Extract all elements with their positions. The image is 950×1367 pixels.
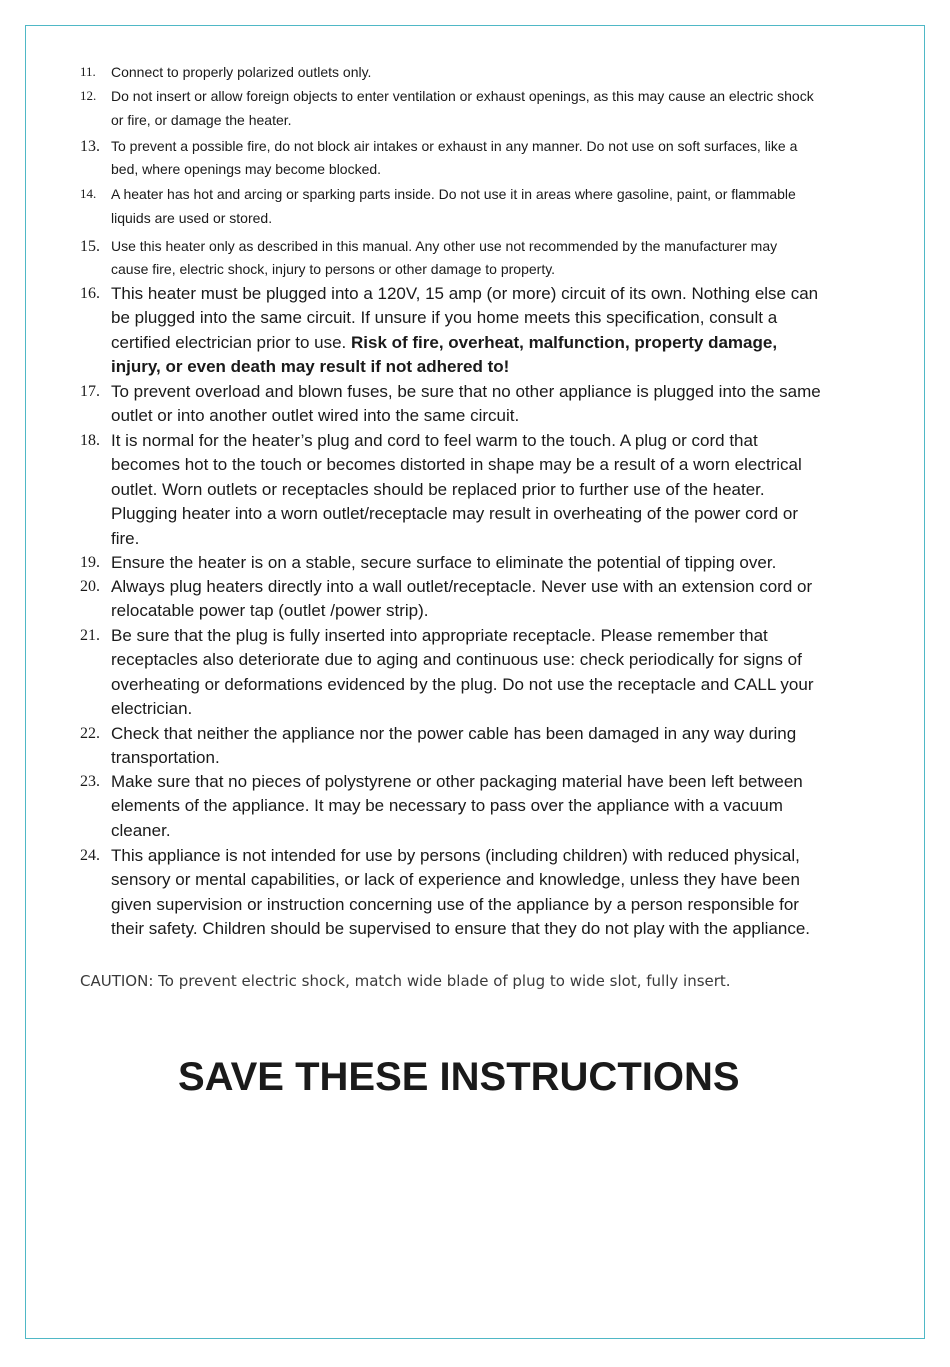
- item-number: 23.: [80, 773, 100, 790]
- item-line: Be sure that the plug is fully inserted into appropriate receptacle. Please remember that: [111, 626, 768, 645]
- save-instructions-heading: SAVE THESE INSTRUCTIONS: [178, 1055, 740, 1099]
- item-number: 16.: [80, 285, 100, 302]
- item-text: [111, 575, 812, 624]
- warning-bold-text: Risk of fire, overheat, malfunction, property damage,: [351, 332, 778, 352]
- item-line: or fire, or damage the heater.: [111, 112, 292, 128]
- item-number: 17.: [80, 383, 100, 400]
- item-number: 21.: [80, 627, 100, 644]
- item-line: cause fire, electric shock, injury to persons or other damage to property.: [111, 261, 556, 277]
- item-number: 12.: [80, 88, 97, 103]
- item-line: liquids are used or stored.: [111, 210, 273, 226]
- item-text: [111, 722, 796, 771]
- item-line: Always plug heaters directly into a wall outlet/receptacle. Never use with an extension cord or: [111, 577, 813, 596]
- item-line: Use this heater only as described in this manual. Any other use not recommended by the manufacturer may: [111, 238, 778, 254]
- item-line: Check that neither the appliance nor the power cable has been damaged in any way during: [111, 724, 797, 743]
- item-text: [111, 429, 802, 551]
- item-number: 13.: [80, 138, 100, 155]
- item-text: [111, 551, 776, 575]
- item-line: be plugged into the same circuit. If unsure if you home meets this specification, consult a: [111, 308, 778, 328]
- item-text: [111, 624, 813, 722]
- item-text: [111, 60, 371, 84]
- item-line: electrician.: [111, 699, 193, 719]
- item-line: To prevent a possible fire, do not block air intakes or exhaust in any manner. Do not use on soft surfaces, like a: [111, 138, 798, 154]
- item-line: cleaner.: [111, 820, 171, 840]
- item-line: Make sure that no pieces of polystyrene or other packaging material have been left between: [111, 772, 803, 791]
- item-line: [111, 331, 818, 355]
- item-number: 20.: [80, 578, 100, 595]
- item-line-text: certified electrician prior to use.: [111, 332, 351, 352]
- item-line: Connect to properly polarized outlets only.: [111, 64, 372, 80]
- item-line: bed, where openings may become blocked.: [111, 161, 382, 177]
- warning-bold-text: injury, or even death may result if not adhered to!: [111, 357, 510, 377]
- item-line: outlet. Worn outlets or receptacles should be replaced prior to further use of the heater.: [111, 479, 765, 499]
- item-line: transportation.: [111, 748, 220, 768]
- item-line: becomes hot to the touch or becomes distorted in shape may be a result of a worn electrical: [111, 455, 802, 475]
- item-line: This appliance is not intended for use by persons (including children) with reduced physical,: [111, 846, 800, 865]
- caution-note: CAUTION: To prevent electric shock, match wide blade of plug to wide slot, fully insert.: [80, 972, 731, 990]
- item-line: Plugging heater into a worn outlet/receptacle may result in overheating of the power cord or: [111, 504, 799, 524]
- item-line: sensory or mental capabilities, or lack of experience and knowledge, unless they have been: [111, 870, 800, 890]
- item-line: receptacles also deteriorate due to aging and continuous use: check periodically for signs of: [111, 650, 802, 670]
- item-text: [111, 235, 777, 281]
- item-number: 22.: [80, 725, 100, 742]
- item-text: [111, 84, 814, 132]
- item-line: To prevent overload and blown fuses, be sure that no other appliance is plugged into the same: [111, 382, 821, 401]
- item-line: fire.: [111, 528, 140, 548]
- item-text: [111, 844, 810, 942]
- item-text: [111, 770, 803, 843]
- item-text: [111, 182, 796, 230]
- item-text: [111, 380, 821, 429]
- item-line: elements of the appliance. It may be necessary to pass over the appliance with a vacuum: [111, 796, 783, 816]
- item-number: 14.: [80, 186, 97, 201]
- item-line: Do not insert or allow foreign objects to enter ventilation or exhaust openings, as this may cause an electric shock: [111, 88, 814, 104]
- item-line: Ensure the heater is on a stable, secure surface to eliminate the potential of tipping over.: [111, 553, 777, 572]
- item-line: overheating or deformations evidenced by the plug. Do not use the receptacle and CALL your: [111, 674, 814, 694]
- item-line: their safety. Children should be supervised to ensure that they do not play with the appliance.: [111, 919, 811, 939]
- item-text: [111, 135, 797, 181]
- item-line: A heater has hot and arcing or sparking parts inside. Do not use it in areas where gasoline, paint, or flammable: [111, 186, 796, 202]
- item-line: outlet or into another outlet wired into the same circuit.: [111, 406, 520, 426]
- item-number: 24.: [80, 847, 100, 864]
- item-number: 18.: [80, 432, 100, 449]
- item-line: given supervision or instruction concerning use of the appliance by a person responsible for: [111, 894, 799, 914]
- item-number: 11.: [80, 64, 96, 79]
- item-text: [111, 282, 818, 380]
- item-number: 15.: [80, 238, 100, 255]
- item-line: This heater must be plugged into a 120V, 15 amp (or more) circuit of its own. Nothing else can: [111, 284, 819, 303]
- item-line: relocatable power tap (outlet /power strip).: [111, 601, 429, 621]
- item-line: It is normal for the heater’s plug and cord to feel warm to the touch. A plug or cord that: [111, 431, 758, 450]
- item-number: 19.: [80, 554, 100, 571]
